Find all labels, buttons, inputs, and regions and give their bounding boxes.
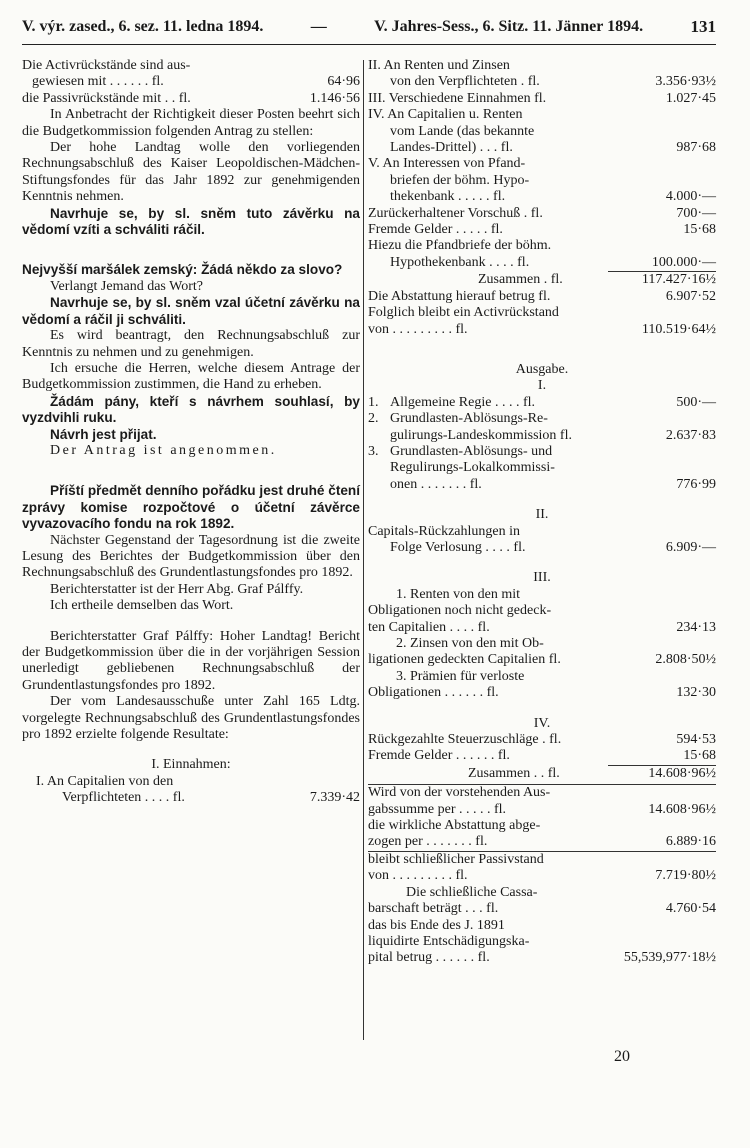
paragraph: In Anbetracht der Richtigkeit dieser Posten beehrt sich die Budgetkommission folgenden Antrag zu stellen: [22,107,360,139]
amount-row: gewiesen mit . . . . . . fl. 64·96 [32,74,360,90]
amount-row: III. Verschiedene Einnahmen fl. 1.027·45 [368,90,716,106]
amount-row: zogen per . . . . . . . fl. 6.889·16 [368,834,716,850]
section-numeral: III. [533,570,551,586]
left-column [22,58,360,807]
text-line: Die Activrückstände sind aus- [22,58,191,73]
text-row: 2. Grundlasten-Ablösungs-Re- [368,411,548,427]
paragraph: Ich ertheile demselben das Wort. [50,598,234,614]
text-line: Capitals-Rückzahlungen in [368,523,521,539]
text-line: briefen der böhm. Hypo- [390,172,530,188]
amount-row: von den Verpflichteten . fl. 3.356·93½ [390,74,716,90]
speaker-paragraph: Nejvyšší maršálek zemský: Žádá někdo za slovo? [22,262,343,278]
amount-row: ten Capitalien . . . . fl. 234·13 [368,619,716,635]
section-numeral: IV. [533,715,551,731]
amount-row: barschaft beträgt . . . fl. 4.760·54 [368,901,716,917]
paragraph: Berichterstatter ist der Herr Abg. Graf Pálffy. [50,581,304,597]
text-line: II. An Renten und Zinsen [368,58,510,73]
text-line: Folglich bleibt ein Activrückstand [368,305,559,321]
amount-row: Rückgezahlte Steuerzuschläge . fl. 594·53 [368,732,716,748]
amount-row: thekenbank . . . . . fl. 4.000·— [390,189,716,205]
paragraph-czech: Navrhuje se, by sl. sněm vzal účetní závěrku na vědomí a ráčil ji schváliti. [22,295,360,327]
text-line: bleibt schließlicher Passivstand [368,851,544,867]
column-divider [363,60,364,1040]
right-column [368,58,716,967]
text-line: 1. Renten von den mit [396,586,521,602]
paragraph-czech: Návrh jest přijat. [50,426,157,442]
paragraph: Der hohe Landtag wolle den vorliegenden Rechnungsabschluß des Kaiser Leopoldischen-Mädchen-Stiftungsfondes für das Jahr 1892 zur genehmigenden Kenntnis nehmen. [22,140,360,205]
text-row: 3. Grundlasten-Ablösungs- und [368,443,553,459]
text-line: Wird von der vorstehenden Aus- [368,785,551,801]
text-line: liquidirte Entschädigungska- [368,933,530,949]
paragraph-czech: Žádám pány, kteří s návrhem souhlasí, by vyzdvihli ruku. [22,393,360,426]
amount-row: pital betrug . . . . . . fl. 55,539,977·18½ [368,950,716,966]
text-line: die wirkliche Abstattung abge- [368,818,541,834]
amount-row: Fremde Gelder . . . . . . fl. 15·68 [368,748,716,765]
amount-row: von . . . . . . . . . fl. 7.719·80½ [368,868,716,884]
sum-row: Zusammen . . fl. 14.608·96½ [468,765,716,781]
text-line: Obligationen noch nicht gedeck- [368,603,552,619]
text-line: Die schließliche Cassa- [406,884,538,900]
text-line: vom Lande (das bekannte [390,123,535,139]
paragraph: Nächster Gegenstand der Tagesordnung ist die zweite Lesung des Berichtes der Budgetkommission über den Rechnungsabschluß des Grundentlastungsfondes pro 1892. [22,532,360,581]
header-czech: V. výr. zased., 6. sez. 11. ledna 1894. [22,18,264,35]
amount-row: gabssumme per . . . . . fl. 14.608·96½ [368,801,716,817]
amount-row: onen . . . . . . . fl. 776·99 [390,476,716,492]
section-heading: I. Einnahmen: [151,757,231,773]
paragraph: Berichterstatter Graf Pálffy: Hoher Landtag! Bericht der Budgetkommission über die in der vorjährigen Session unerledigt gebliebenen Rechnungsabschluß der Grundentlastungsfondes pro 1892. [22,628,360,693]
amount-row: ligationen gedeckten Capitalien fl. 2.808·50½ [368,652,716,668]
text-line: Hiezu die Pfandbriefe der böhm. [368,238,552,254]
running-header [22,10,716,45]
amount-row: Fremde Gelder . . . . . fl. 15·68 [368,222,716,238]
text-line: das bis Ende des J. 1891 [368,917,505,933]
footer-signature-number: 20 [614,1048,630,1065]
section-numeral: II. [535,507,549,523]
amount-row: Hypothekenbank . . . . fl. 100.000·— [368,255,716,272]
amount-row: Folge Verlosung . . . . fl. 6.909·— [390,539,716,555]
header-dash: — [310,18,327,35]
text-line: Regulirungs-Lokalkommissi- [390,460,555,476]
amount-row: Zurückerhaltener Vorschuß . fl. 700·— [368,205,716,221]
sum-row: Zusammen . fl. 117.427·16½ [478,272,716,288]
section-heading: Ausgabe. [515,361,569,377]
amount-row: Verpflichteten . . . . fl. 7.339·42 [62,790,360,806]
text-line: 2. Zinsen von den mit Ob- [396,636,544,651]
paragraph: Der vom Landesausschuße unter Zahl 165 Ldtg. vorgelegte Rechnungsabschluß des Grundentlastungsfondes pro 1892 erzielte folgende Resultate: [22,694,360,743]
paragraph: Verlangt Jemand das Wort? [50,278,203,294]
paragraph: Der Antrag ist angenommen. [50,442,277,458]
paragraph: Es wird beantragt, den Rechnungsabschluß zur Kenntnis zu nehmen und zu genehmigen. [22,328,360,360]
amount-row: 1. Allgemeine Regie . . . . fl. 500·— [368,394,716,410]
text-line: IV. An Capitalien u. Renten [368,107,523,123]
amount-row: Landes-Drittel) . . . fl. 987·68 [390,140,716,156]
paragraph-czech: Příští předmět denního pořádku jest druhé čtení zprávy komise rozpočtové o účetní závěrce vyvazovacího fondu na rok 1892. [22,483,360,532]
text-line: I. An Capitalien von den [36,773,174,789]
text-line: V. An Interessen von Pfand- [368,156,526,172]
amount-row: Die Abstattung hierauf betrug fl. 6.907·52 [368,288,716,304]
section-numeral: I. [537,378,547,394]
amount-row: Obligationen . . . . . . fl. 132·30 [368,685,716,701]
header-german: V. Jahres-Sess., 6. Sitz. 11. Jänner 1894. [374,18,644,35]
paragraph: Ich ersuche die Herren, welche diesem Antrage der Budgetkommission zustimmen, die Hand zu erheben. [22,360,360,393]
amount-row: von . . . . . . . . . fl. 110.519·64½ [368,321,716,337]
text-line: 3. Prämien für verloste [396,668,525,684]
paragraph-czech: Navrhuje se, by sl. sněm tuto závěrku na vědomí vzíti a schváliti ráčil. [22,205,360,238]
amount-row: gulirungs-Landeskommission fl. 2.637·83 [390,427,716,443]
amount-row: die Passivrückstände mit . . fl. 1.146·56 [22,90,360,106]
page-number: 131 [690,17,716,36]
